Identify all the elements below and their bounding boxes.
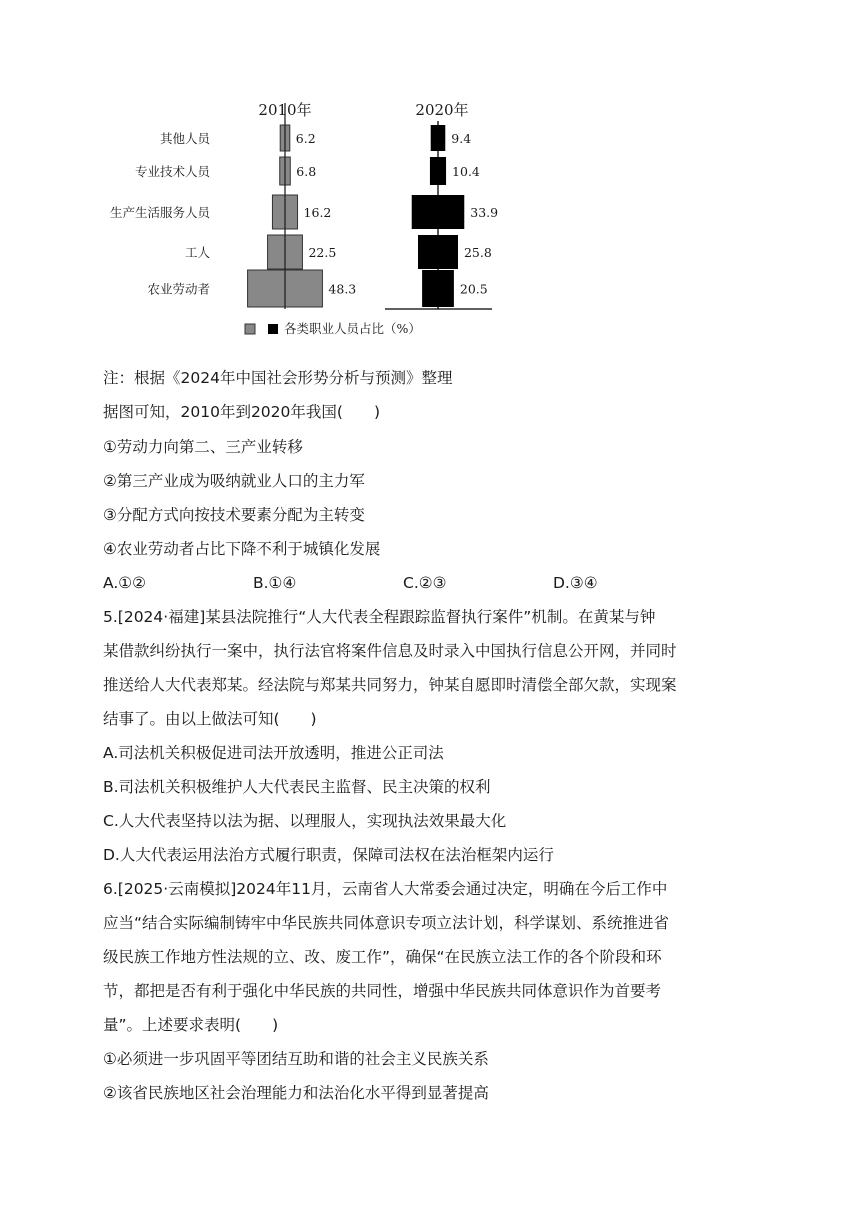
q6-stem-line-4: 节，都把是否有利于强化中华民族的共同性，增强中华民族共同体意识作为首要考 — [103, 982, 662, 1000]
q4-item-3: ③分配方式向按技术要素分配为主转变 — [103, 506, 365, 524]
category-label-4: 农业劳动者 — [147, 281, 210, 297]
value-label-2020-2: 33.9 — [470, 205, 499, 220]
q6-stem-line-2: 应当“结合实际编制铸牢中华民族共同体意识专项立法计划，科学谋划、系统推进省 — [103, 914, 670, 932]
year-label-2020: 2020年 — [415, 101, 469, 119]
q4-item-2: ②第三产业成为吸纳就业人口的主力军 — [103, 472, 365, 490]
value-label-2010-1: 6.8 — [296, 164, 317, 179]
value-label-2020-1: 10.4 — [452, 164, 480, 179]
q4-option-c[interactable]: C.②③ — [403, 574, 447, 592]
q5-option-c[interactable]: C.人大代表坚持以法为据、以理服人，实现执法效果最大化 — [103, 812, 507, 830]
q6-item-1: ①必须进一步巩固平等团结互助和谐的社会主义民族关系 — [103, 1050, 489, 1068]
pyramid-2010 — [248, 103, 357, 309]
q5-stem-line-2: 某借款纠纷执行一案中，执行法官将案件信息及时录入中国执行信息公开网，并同时 — [103, 642, 677, 660]
q4-option-b[interactable]: B.①④ — [253, 574, 297, 592]
q6-item-2: ②该省民族地区社会治理能力和法治化水平得到显著提高 — [103, 1084, 489, 1102]
q5-stem-line-3: 推送给人大代表郑某。经法院与郑某共同努力，钟某自愿即时清偿全部欠款，实现案 — [103, 676, 677, 694]
category-label-2: 生产生活服务人员 — [109, 205, 210, 220]
q6-stem-line-1: 6.[2025·云南模拟]2024年11月，云南省人大常委会通过决定，明确在今后工作中 — [103, 880, 668, 898]
figure-note: 注：根据《2024年中国社会形势分析与预测》整理 — [103, 369, 453, 387]
category-label-3: 工人 — [184, 245, 210, 260]
q5-option-a[interactable]: A.司法机关积极促进司法开放透明，推进公正司法 — [103, 744, 444, 762]
category-labels — [110, 131, 212, 297]
q5-option-b[interactable]: B.司法机关积极维护人大代表民主监督、民主决策的权利 — [103, 778, 491, 796]
value-label-2010-3: 22.5 — [308, 245, 337, 260]
pyramid-2020 — [385, 121, 498, 309]
q6-stem-line-5: 量”。上述要求表明( ) — [103, 1016, 279, 1034]
legend-label: 各类职业人员占比（%） — [284, 321, 421, 336]
q5-stem-line-4: 结事了。由以上做法可知( ) — [103, 710, 317, 728]
value-label-2020-0: 9.4 — [451, 131, 472, 146]
q4-item-1: ①劳动力向第二、三产业转移 — [103, 438, 303, 456]
value-label-2020-3: 25.8 — [463, 245, 492, 260]
legend-swatch-2010 — [245, 324, 255, 334]
occupation-pyramid-chart — [100, 95, 499, 350]
legend-swatch-2020 — [268, 324, 278, 334]
value-label-2020-4: 20.5 — [459, 281, 488, 297]
value-label-2010-4: 48.3 — [328, 281, 357, 297]
q5-stem-line-1: 5.[2024·福建]某县法院推行“人大代表全程跟踪监督执行案件”机制。在黄某与钟 — [103, 608, 656, 626]
value-label-2010-0: 6.2 — [295, 131, 316, 146]
q4-item-4: ④农业劳动者占比下降不利于城镇化发展 — [103, 540, 381, 558]
q4-option-d[interactable]: D.③④ — [553, 574, 598, 592]
category-label-0: 其他人员 — [159, 131, 210, 146]
q4-stem: 据图可知，2010年到2020年我国( ) — [103, 403, 380, 421]
category-label-1: 专业技术人员 — [134, 164, 210, 179]
value-label-2010-2: 16.2 — [303, 205, 332, 220]
q6-stem-line-3: 级民族工作地方性法规的立、改、废工作”，确保“在民族立法工作的各个阶段和环 — [103, 948, 662, 966]
q4-option-a[interactable]: A.①② — [103, 574, 147, 592]
q5-option-d[interactable]: D.人大代表运用法治方式履行职责，保障司法权在法治框架内运行 — [103, 846, 554, 864]
year-label-2010: 2010年 — [258, 101, 312, 119]
